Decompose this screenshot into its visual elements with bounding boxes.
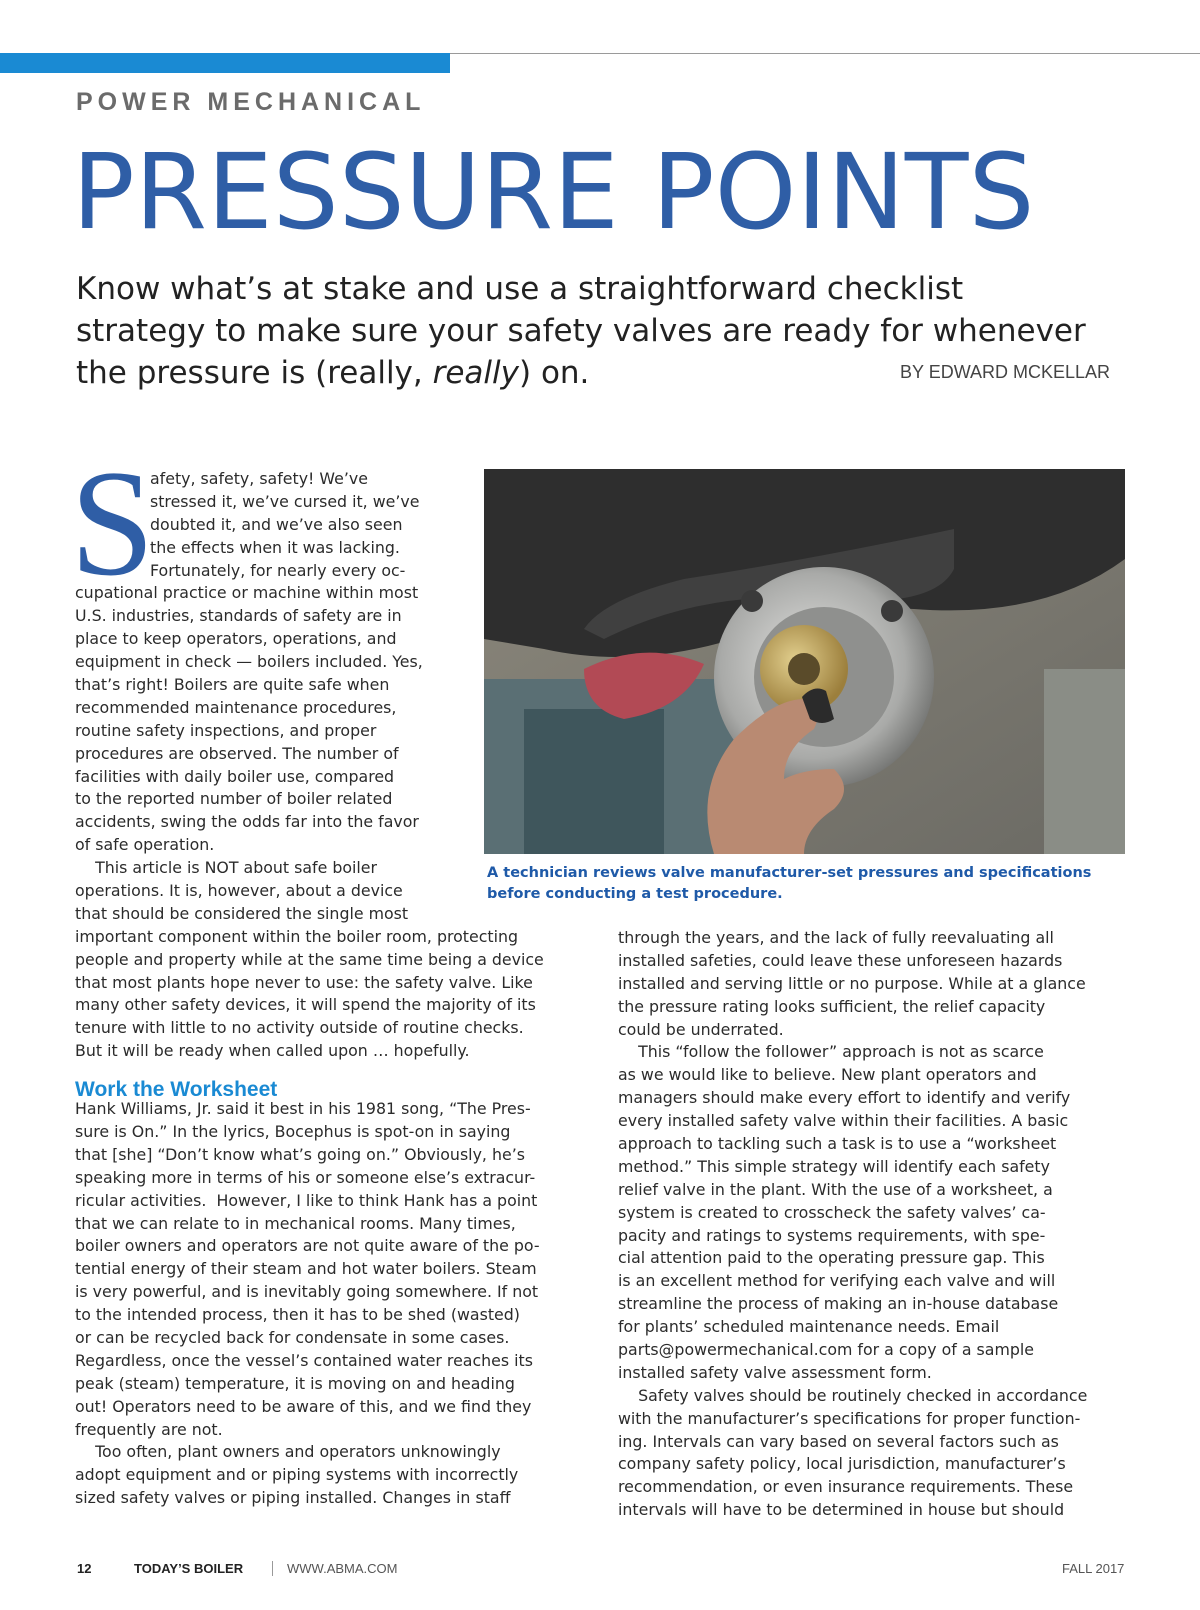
text-line: is an excellent method for verifying each valve and will bbox=[618, 1271, 1056, 1291]
text-line: speaking more in terms of his or someone else’s extracur- bbox=[75, 1167, 536, 1187]
text-line: many other safety devices, it will spend the majority of its bbox=[75, 995, 536, 1015]
page-number: 12 bbox=[77, 1561, 92, 1576]
text-line: for plants’ scheduled maintenance needs. Email bbox=[618, 1317, 1000, 1337]
column-left bbox=[75, 468, 544, 1510]
text-line: the pressure rating looks sufficient, the relief capacity bbox=[618, 996, 1046, 1016]
text-line: facilities with daily boiler use, compared bbox=[75, 766, 395, 786]
text-line: that most plants hope never to use: the safety valve. Like bbox=[75, 972, 533, 992]
text-line: as we would like to believe. New plant operators and bbox=[618, 1065, 1037, 1085]
text-line: of safe operation. bbox=[75, 835, 215, 855]
text-line: afety, safety, safety! We’ve bbox=[150, 469, 368, 488]
byline: BY EDWARD MCKELLAR bbox=[900, 362, 1111, 382]
text-line: tential energy of their steam and hot water boilers. Steam bbox=[75, 1259, 537, 1279]
text-line: cial attention paid to the operating pressure gap. This bbox=[618, 1248, 1045, 1268]
text-line: operations. It is, however, about a device bbox=[75, 881, 403, 901]
text-line: installed safeties, could leave these unforeseen hazards bbox=[618, 950, 1063, 970]
text-line: This “follow the follower” approach is not as scarce bbox=[618, 1042, 1044, 1062]
text-line: place to keep operators, operations, and bbox=[75, 629, 397, 649]
text-line: streamline the process of making an in-house database bbox=[618, 1294, 1059, 1314]
text-line: Regardless, once the vessel’s contained water reaches its bbox=[75, 1350, 533, 1370]
text-line: frequently are not. bbox=[75, 1419, 223, 1439]
email-link[interactable]: parts@powermechanical.com for a copy of a sample bbox=[618, 1340, 1034, 1360]
issue-date: FALL 2017 bbox=[1062, 1561, 1125, 1576]
section-color-bar bbox=[0, 53, 450, 73]
text-line: every installed safety valve within their facilities. A basic bbox=[618, 1111, 1069, 1131]
text-line: sized safety valves or piping installed. Changes in staff bbox=[75, 1488, 511, 1508]
text-line: peak (steam) temperature, it is moving on and heading bbox=[75, 1373, 515, 1393]
text-line: routine safety inspections, and proper bbox=[75, 720, 377, 740]
drop-cap: S bbox=[70, 439, 155, 607]
technician-valve-photo bbox=[484, 469, 1125, 854]
text-line: Too often, plant owners and operators unknowingly bbox=[75, 1442, 501, 1462]
text-line: through the years, and the lack of fully reevaluating all bbox=[618, 928, 1054, 947]
text-line: This article is NOT about safe boiler bbox=[75, 858, 378, 878]
text-line: doubted it, and we’ve also seen bbox=[150, 514, 403, 534]
text-line: with the manufacturer’s specifications for proper function- bbox=[618, 1408, 1081, 1428]
text-line: procedures are observed. The number of bbox=[75, 743, 399, 763]
text-line: Fortunately, for nearly every oc- bbox=[150, 560, 406, 580]
text-line: could be underrated. bbox=[618, 1019, 784, 1039]
column-right bbox=[618, 927, 1087, 1522]
footer-divider bbox=[272, 1561, 273, 1576]
text-line: Safety valves should be routinely checked in accordance bbox=[618, 1385, 1088, 1405]
text-line: approach to tackling such a task is to use a “worksheet bbox=[618, 1134, 1057, 1154]
text-line: system is created to crosscheck the safety valves’ ca- bbox=[618, 1202, 1046, 1222]
website-link[interactable]: WWW.ABMA.COM bbox=[287, 1561, 398, 1576]
text-line: installed and serving little or no purpose. While at a glance bbox=[618, 973, 1086, 993]
text-line: that [she] “Don’t know what’s going on.” Obviously, he’s bbox=[75, 1144, 525, 1164]
text-line: that’s right! Boilers are quite safe when bbox=[75, 675, 390, 695]
text-line: Hank Williams, Jr. said it best in his 1981 song, “The Pres- bbox=[75, 1099, 531, 1119]
magazine-name: TODAY’S BOILER bbox=[134, 1561, 244, 1576]
text-line: to the reported number of boiler related bbox=[75, 789, 393, 809]
text-line: important component within the boiler room, protecting bbox=[75, 926, 519, 946]
text-line: recommended maintenance procedures, bbox=[75, 697, 397, 717]
text-line: stressed it, we’ve cursed it, we’ve bbox=[150, 491, 420, 511]
text-line: that we can relate to in mechanical rooms. Many times, bbox=[75, 1213, 516, 1233]
top-rule bbox=[448, 53, 1200, 54]
text-line: or can be recycled back for condensate in some cases. bbox=[75, 1327, 510, 1347]
text-line: U.S. industries, standards of safety are in bbox=[75, 606, 402, 626]
text-line: relief valve in the plant. With the use of a worksheet, a bbox=[618, 1179, 1053, 1199]
deck-text: Know what’s at stake and use a straightforward checklist strategy to make sure your safety valves are ready for whenever the pressure is (really, bbox=[76, 271, 1086, 391]
photo-caption: A technician reviews valve manufacturer-set pressures and specifications before conducting a test procedure. bbox=[487, 865, 1092, 902]
text-line: the effects when it was lacking. bbox=[150, 537, 400, 557]
text-line: ing. Intervals can vary based on several factors such as bbox=[618, 1431, 1059, 1451]
text-line: out! Operators need to be aware of this, and we find they bbox=[75, 1396, 532, 1416]
text-line: intervals will have to be determined in house but should bbox=[618, 1500, 1065, 1520]
text-line: company safety policy, local jurisdiction, manufacturer’s bbox=[618, 1454, 1066, 1474]
text-line: But it will be ready when called upon … hopefully. bbox=[75, 1041, 470, 1061]
text-line: equipment in check — boilers included. Yes, bbox=[75, 652, 423, 672]
text-line: adopt equipment and or piping systems with incorrectly bbox=[75, 1465, 519, 1485]
section-label: POWER MECHANICAL bbox=[76, 88, 426, 116]
text-line: recommendation, or even insurance requirements. These bbox=[618, 1477, 1074, 1497]
text-line: pacity and ratings to systems requirements, with spe- bbox=[618, 1225, 1046, 1245]
text-line: ricular activities. However, I like to think Hank has a point bbox=[75, 1190, 538, 1210]
text-line: to the intended process, then it has to be shed (wasted) bbox=[75, 1305, 520, 1325]
deck-text-end: ) on. bbox=[519, 355, 590, 391]
article-headline: PRESSURE POINTS bbox=[72, 131, 1035, 253]
text-line: people and property while at the same time being a device bbox=[75, 949, 544, 969]
text-line: installed safety valve assessment form. bbox=[618, 1362, 932, 1382]
page-footer bbox=[0, 1561, 1200, 1581]
text-line: is very powerful, and is inevitably going somewhere. If not bbox=[75, 1282, 539, 1302]
text-line: that should be considered the single most bbox=[75, 903, 409, 923]
text-line: managers should make every effort to identify and verify bbox=[618, 1088, 1071, 1108]
article-photo bbox=[484, 469, 1125, 854]
section-subhead: Work the Worksheet bbox=[75, 1078, 278, 1102]
text-line: cupational practice or machine within most bbox=[75, 583, 419, 603]
text-line: boiler owners and operators are not quite aware of the po- bbox=[75, 1236, 540, 1256]
deck-emphasis: really bbox=[432, 355, 519, 391]
text-line: sure is On.” In the lyrics, Bocephus is spot-on in saying bbox=[75, 1121, 511, 1141]
text-line: accidents, swing the odds far into the favor bbox=[75, 812, 419, 832]
text-line: method.” This simple strategy will identify each safety bbox=[618, 1156, 1050, 1176]
text-line: tenure with little to no activity outside of routine checks. bbox=[75, 1018, 524, 1038]
